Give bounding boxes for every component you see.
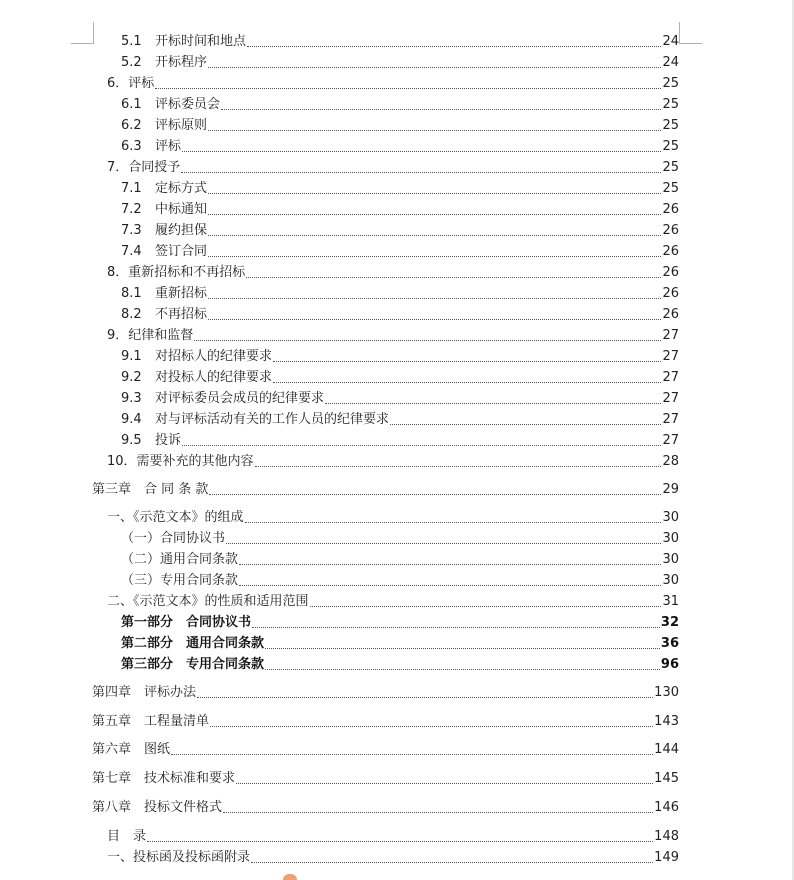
- toc-entry-title: 对招标人的纪律要求: [155, 349, 273, 364]
- toc-entry-title: 开标时间和地点: [155, 34, 247, 49]
- toc-entry[interactable]: [92, 767, 679, 787]
- toc-entry-number: 8．: [107, 265, 129, 280]
- toc-page-number: 26: [662, 307, 679, 322]
- toc-dot-leader: [239, 585, 661, 586]
- toc-entry-number: 5.1: [121, 34, 142, 49]
- toc-entry[interactable]: [107, 72, 679, 92]
- crop-mark-right-h: [679, 43, 702, 44]
- toc-dot-leader: [255, 466, 662, 467]
- toc-page-number: 32: [660, 615, 679, 630]
- toc-entry[interactable]: [121, 632, 679, 652]
- toc-page-number: 25: [662, 181, 679, 196]
- toc-page-number: 24: [662, 34, 679, 49]
- toc-entry-title: 对投标人的纪律要求: [155, 370, 273, 385]
- toc-entry-title: 对与评标活动有关的工作人员的纪律要求: [155, 412, 390, 427]
- toc-dot-leader: [210, 726, 653, 727]
- toc-page-number: 27: [662, 412, 679, 427]
- toc-page-number: 26: [662, 202, 679, 217]
- toc-page-number: 30: [662, 510, 679, 525]
- toc-entry-title: 需要补充的其他内容: [136, 454, 254, 469]
- toc-page-number: 26: [662, 286, 679, 301]
- toc-dot-leader: [208, 298, 661, 299]
- toc-dot-leader: [236, 783, 653, 784]
- toc-dot-leader: [265, 669, 660, 670]
- toc-dot-leader: [182, 151, 661, 152]
- toc-entry-title: 一、《示范文本》的组成: [107, 510, 244, 525]
- toc-dot-leader: [182, 445, 661, 446]
- toc-page-number: 25: [662, 160, 679, 175]
- toc-entry-number: 7.4: [121, 244, 142, 259]
- toc-entry-title: 目 录: [107, 829, 147, 844]
- toc-page-number: 26: [662, 244, 679, 259]
- toc-entry-title: 对评标委员会成员的纪律要求: [155, 391, 325, 406]
- toc-page-number: 143: [654, 714, 679, 729]
- toc-page-number: 27: [662, 391, 679, 406]
- toc-dot-leader: [208, 193, 661, 194]
- toc-entry[interactable]: [121, 135, 679, 155]
- toc-entry-title: 评标: [128, 76, 155, 91]
- toc-page-number: 31: [662, 594, 679, 609]
- toc-entry-number: 8.2: [121, 307, 142, 322]
- toc-entry-number: 10．: [107, 454, 137, 469]
- toc-dot-leader: [245, 522, 662, 523]
- toc-entry[interactable]: [107, 156, 679, 176]
- toc-entry-title: 第七章 技术标准和要求: [92, 771, 236, 786]
- toc-page-number: 27: [662, 433, 679, 448]
- toc-entry[interactable]: [107, 846, 679, 866]
- toc-entry-title: 履约担保: [155, 223, 208, 238]
- toc-page-number: 148: [654, 829, 679, 844]
- toc-page-number: 149: [654, 850, 679, 865]
- crop-mark-left-v: [93, 22, 94, 44]
- toc-dot-leader: [252, 627, 660, 628]
- toc-dot-leader: [223, 812, 653, 813]
- toc-entry-title: 一、投标函及投标函附录: [107, 850, 251, 865]
- toc-entry[interactable]: [121, 527, 679, 547]
- toc-entry[interactable]: [92, 710, 679, 730]
- toc-entry[interactable]: [121, 240, 679, 260]
- toc-page-number: 28: [662, 454, 679, 469]
- toc-entry-title: 二、《示范文本》的性质和适用范围: [107, 594, 309, 609]
- toc-dot-leader: [208, 319, 661, 320]
- toc-entry-title: 重新招标和不再招标: [128, 265, 246, 280]
- toc-entry-number: 8.1: [121, 286, 142, 301]
- toc-page-number: 145: [654, 771, 679, 786]
- toc-entry[interactable]: [92, 738, 679, 758]
- toc-page-number: 144: [654, 742, 679, 757]
- toc-entry-title: 开标程序: [155, 55, 208, 70]
- toc-page-number: 27: [662, 328, 679, 343]
- toc-dot-leader: [197, 697, 653, 698]
- toc-entry-title: 第五章 工程量清单: [92, 714, 210, 729]
- toc-dot-leader: [181, 172, 661, 173]
- toc-page-number: 96: [660, 657, 679, 672]
- toc-page-number: 26: [662, 265, 679, 280]
- toc-entry-title: 纪律和监督: [128, 328, 194, 343]
- crop-mark-right-v: [679, 22, 680, 44]
- toc-entry[interactable]: [121, 429, 679, 449]
- toc-entry-title: 第二部分 通用合同条款: [121, 636, 265, 651]
- toc-entry[interactable]: [92, 796, 679, 816]
- toc-entry-number: 9.5: [121, 433, 142, 448]
- toc-entry-number: 9.3: [121, 391, 142, 406]
- toc-page-number: 36: [660, 636, 679, 651]
- toc-entry-title: 第四章 评标办法: [92, 685, 197, 700]
- toc-dot-leader: [221, 109, 661, 110]
- toc-entry-number: 9.2: [121, 370, 142, 385]
- toc-dot-leader: [265, 648, 660, 649]
- toc-entry-title: 第八章 投标文件格式: [92, 800, 223, 815]
- toc-entry-title: 合同授予: [128, 160, 181, 175]
- toc-entry-title: 投诉: [155, 433, 182, 448]
- toc-page-number: 25: [662, 76, 679, 91]
- toc-dot-leader: [208, 214, 661, 215]
- toc-entry[interactable]: [121, 408, 679, 428]
- toc-entry[interactable]: [121, 387, 679, 407]
- toc-page-number: 24: [662, 55, 679, 70]
- toc-page-number: 146: [654, 800, 679, 815]
- toc-entry[interactable]: [107, 261, 679, 281]
- toc-dot-leader: [310, 606, 662, 607]
- toc-entry[interactable]: [121, 345, 679, 365]
- toc-entry-title: 评标委员会: [155, 97, 221, 112]
- toc-entry-title: （一）合同协议书: [121, 531, 226, 546]
- toc-dot-leader: [246, 277, 661, 278]
- toc-entry-number: 7.1: [121, 181, 142, 196]
- toc-entry-number: 6．: [107, 76, 129, 91]
- toc-entry[interactable]: [121, 30, 679, 50]
- toc-entry-number: 9.4: [121, 412, 142, 427]
- toc-dot-leader: [239, 564, 661, 565]
- toc-entry[interactable]: [121, 93, 679, 113]
- toc-entry-title: 评标: [155, 139, 182, 154]
- toc-entry[interactable]: [121, 569, 679, 589]
- toc-entry[interactable]: [121, 653, 679, 673]
- toc-entry-title: 定标方式: [155, 181, 208, 196]
- toc-entry[interactable]: [121, 219, 679, 239]
- toc-dot-leader: [155, 88, 661, 89]
- toc-dot-leader: [208, 235, 661, 236]
- toc-entry-number: 9．: [107, 328, 129, 343]
- toc-entry[interactable]: [107, 450, 679, 470]
- toc-entry-title: 第一部分 合同协议书: [121, 615, 252, 630]
- toc-dot-leader: [208, 256, 661, 257]
- toc-entry-title: 第六章 图纸: [92, 742, 171, 757]
- toc-page-number: 27: [662, 349, 679, 364]
- toc-entry[interactable]: [121, 198, 679, 218]
- toc-dot-leader: [194, 340, 661, 341]
- toc-page-number: 25: [662, 97, 679, 112]
- toc-entry-number: 6.1: [121, 97, 142, 112]
- toc-page-number: 25: [662, 139, 679, 154]
- toc-page-number: 27: [662, 370, 679, 385]
- toc-page-number: 26: [662, 223, 679, 238]
- toc-page-number: 29: [662, 482, 679, 497]
- toc-dot-leader: [273, 382, 661, 383]
- toc-entry-number: 5.2: [121, 55, 142, 70]
- toc-entry[interactable]: [92, 681, 679, 701]
- toc-entry-title: 不再招标: [155, 307, 208, 322]
- toc-entry-title: 评标原则: [155, 118, 208, 133]
- toc-entry[interactable]: [121, 177, 679, 197]
- toc-page-number: 30: [662, 552, 679, 567]
- toc-entry-number: 9.1: [121, 349, 142, 364]
- toc-entry[interactable]: [107, 590, 679, 610]
- toc-page-number: 30: [662, 531, 679, 546]
- toc-entry[interactable]: [121, 611, 679, 631]
- toc-dot-leader: [273, 361, 661, 362]
- toc-dot-leader: [208, 67, 661, 68]
- toc-dot-leader: [171, 754, 653, 755]
- toc-entry[interactable]: [121, 114, 679, 134]
- cursor-marker-icon: [283, 874, 297, 880]
- toc-entry[interactable]: [107, 324, 679, 344]
- toc-entry[interactable]: [121, 366, 679, 386]
- toc-entry-number: 7．: [107, 160, 129, 175]
- toc-entry-title: （三）专用合同条款: [121, 573, 239, 588]
- toc-page-number: 130: [654, 685, 679, 700]
- toc-entry-number: 6.3: [121, 139, 142, 154]
- toc-entry-number: 7.3: [121, 223, 142, 238]
- toc-entry-title: 中标通知: [155, 202, 208, 217]
- toc-entry-title: 签订合同: [155, 244, 208, 259]
- toc-dot-leader: [251, 862, 653, 863]
- toc-dot-leader: [325, 403, 661, 404]
- toc-entry[interactable]: [92, 478, 679, 498]
- toc-dot-leader: [247, 46, 661, 47]
- toc-entry-title: 重新招标: [155, 286, 208, 301]
- toc-entry[interactable]: [121, 548, 679, 568]
- crop-mark-left-h: [71, 43, 94, 44]
- toc-dot-leader: [390, 424, 661, 425]
- toc-entry-title: 第三章 合 同 条 款: [92, 482, 209, 497]
- toc-dot-leader: [226, 543, 661, 544]
- toc-entry[interactable]: [107, 506, 679, 526]
- toc-page-number: 30: [662, 573, 679, 588]
- toc-dot-leader: [209, 494, 661, 495]
- toc-entry-number: 6.2: [121, 118, 142, 133]
- toc-dot-leader: [147, 841, 653, 842]
- toc-entry-title: （二）通用合同条款: [121, 552, 239, 567]
- toc-entry[interactable]: [121, 303, 679, 323]
- toc-entry[interactable]: [107, 825, 679, 845]
- toc-dot-leader: [208, 130, 661, 131]
- toc-page-number: 25: [662, 118, 679, 133]
- toc-entry-number: 7.2: [121, 202, 142, 217]
- toc-entry[interactable]: [121, 51, 679, 71]
- toc-entry[interactable]: [121, 282, 679, 302]
- toc-entry-title: 第三部分 专用合同条款: [121, 657, 265, 672]
